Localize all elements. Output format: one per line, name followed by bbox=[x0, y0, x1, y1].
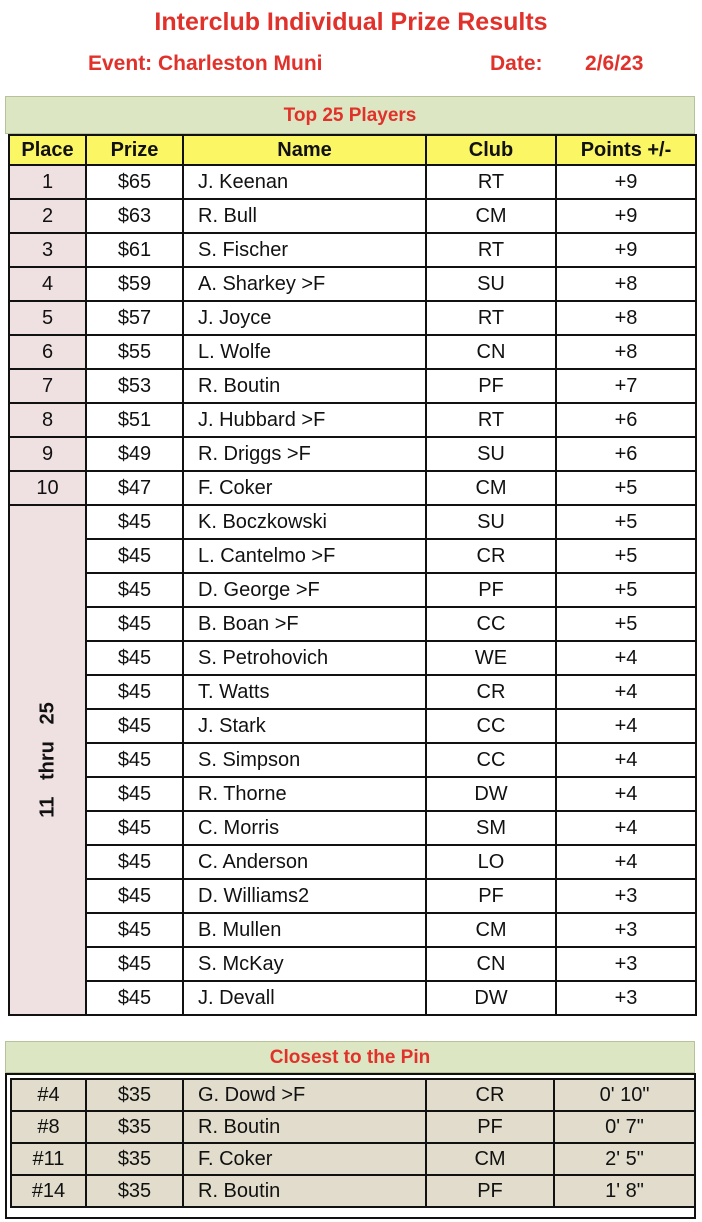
points-cell: +8 bbox=[556, 301, 696, 335]
club-cell: CR bbox=[426, 675, 556, 709]
club-cell: CM bbox=[426, 471, 556, 505]
place-range-label: 11 thru 25 bbox=[36, 702, 58, 818]
date-value: 2/6/23 bbox=[585, 52, 644, 75]
place-cell: 9 bbox=[9, 437, 86, 471]
club-cell: RT bbox=[426, 403, 556, 437]
club-cell: SU bbox=[426, 437, 556, 471]
table-row bbox=[11, 1143, 695, 1175]
name-cell: D. George >F bbox=[183, 573, 426, 607]
club-cell: CM bbox=[426, 199, 556, 233]
points-cell: +4 bbox=[556, 709, 696, 743]
table-row bbox=[9, 743, 696, 777]
points-cell: +4 bbox=[556, 675, 696, 709]
name-cell: J. Joyce bbox=[183, 301, 426, 335]
prize-cell: $35 bbox=[86, 1175, 183, 1207]
name-cell: S. Simpson bbox=[183, 743, 426, 777]
table-row bbox=[9, 607, 696, 641]
prize-cell: $45 bbox=[86, 641, 183, 675]
prize-cell: $45 bbox=[86, 743, 183, 777]
prize-cell: $45 bbox=[86, 777, 183, 811]
name-cell: R. Boutin bbox=[183, 1175, 426, 1207]
points-cell: +9 bbox=[556, 199, 696, 233]
column-header-club: Club bbox=[426, 135, 556, 165]
table-row bbox=[9, 403, 696, 437]
points-cell: +5 bbox=[556, 505, 696, 539]
prize-cell: $35 bbox=[86, 1143, 183, 1175]
points-cell: +4 bbox=[556, 641, 696, 675]
pin-band bbox=[5, 1041, 695, 1073]
club-cell: SM bbox=[426, 811, 556, 845]
prize-cell: $45 bbox=[86, 811, 183, 845]
name-cell: T. Watts bbox=[183, 675, 426, 709]
prize-cell: $45 bbox=[86, 607, 183, 641]
prize-cell: $61 bbox=[86, 233, 183, 267]
table-row bbox=[9, 505, 696, 539]
name-cell: J. Stark bbox=[183, 709, 426, 743]
club-cell: PF bbox=[426, 369, 556, 403]
prize-cell: $35 bbox=[86, 1111, 183, 1143]
prize-cell: $45 bbox=[86, 573, 183, 607]
club-cell: PF bbox=[426, 879, 556, 913]
name-cell: D. Williams2 bbox=[183, 879, 426, 913]
table-row bbox=[9, 981, 696, 1015]
prize-cell: $45 bbox=[86, 505, 183, 539]
points-cell: +6 bbox=[556, 403, 696, 437]
club-cell: CC bbox=[426, 743, 556, 777]
points-cell: +3 bbox=[556, 981, 696, 1015]
prize-cell: $57 bbox=[86, 301, 183, 335]
points-cell: +4 bbox=[556, 777, 696, 811]
prize-cell: $51 bbox=[86, 403, 183, 437]
place-cell: 3 bbox=[9, 233, 86, 267]
table-row bbox=[9, 301, 696, 335]
name-cell: S. Fischer bbox=[183, 233, 426, 267]
points-cell: +9 bbox=[556, 233, 696, 267]
top25-section-title: Top 25 Players bbox=[283, 105, 417, 126]
table-row bbox=[9, 947, 696, 981]
club-cell: CC bbox=[426, 607, 556, 641]
club-cell: SU bbox=[426, 267, 556, 301]
prize-cell: $45 bbox=[86, 913, 183, 947]
points-cell: +3 bbox=[556, 913, 696, 947]
table-row bbox=[9, 811, 696, 845]
points-cell: +4 bbox=[556, 845, 696, 879]
table-row bbox=[9, 471, 696, 505]
place-cell: 5 bbox=[9, 301, 86, 335]
date-label: Date: bbox=[490, 52, 543, 75]
prize-cell: $65 bbox=[86, 165, 183, 199]
prize-cell: $45 bbox=[86, 981, 183, 1015]
column-header-points: Points +/- bbox=[556, 135, 696, 165]
name-cell: R. Bull bbox=[183, 199, 426, 233]
table-row bbox=[9, 267, 696, 301]
points-cell: +9 bbox=[556, 165, 696, 199]
name-cell: R. Boutin bbox=[183, 1111, 426, 1143]
top25-header-row bbox=[9, 135, 696, 165]
points-cell: +6 bbox=[556, 437, 696, 471]
club-cell: PF bbox=[426, 1111, 554, 1143]
points-cell: +5 bbox=[556, 607, 696, 641]
place-cell: 4 bbox=[9, 267, 86, 301]
name-cell: J. Hubbard >F bbox=[183, 403, 426, 437]
hole-cell: #8 bbox=[11, 1111, 86, 1143]
place-cell: 1 bbox=[9, 165, 86, 199]
table-row bbox=[9, 369, 696, 403]
prize-cell: $45 bbox=[86, 879, 183, 913]
hole-cell: #11 bbox=[11, 1143, 86, 1175]
distance-cell: 0' 10" bbox=[554, 1079, 695, 1111]
points-cell: +8 bbox=[556, 335, 696, 369]
place-cell: 2 bbox=[9, 199, 86, 233]
name-cell: B. Boan >F bbox=[183, 607, 426, 641]
name-cell: K. Boczkowski bbox=[183, 505, 426, 539]
prize-cell: $45 bbox=[86, 675, 183, 709]
place-cell: 8 bbox=[9, 403, 86, 437]
event-name: Event: Charleston Muni bbox=[88, 52, 323, 75]
club-cell: RT bbox=[426, 233, 556, 267]
table-row bbox=[9, 437, 696, 471]
table-row bbox=[9, 199, 696, 233]
prize-cell: $45 bbox=[86, 947, 183, 981]
name-cell: J. Devall bbox=[183, 981, 426, 1015]
table-row bbox=[9, 845, 696, 879]
points-cell: +3 bbox=[556, 947, 696, 981]
points-cell: +8 bbox=[556, 267, 696, 301]
table-row bbox=[9, 539, 696, 573]
points-cell: +5 bbox=[556, 539, 696, 573]
name-cell: F. Coker bbox=[183, 1143, 426, 1175]
table-row bbox=[9, 879, 696, 913]
table-row bbox=[9, 233, 696, 267]
club-cell: SU bbox=[426, 505, 556, 539]
prize-cell: $55 bbox=[86, 335, 183, 369]
table-row bbox=[11, 1111, 695, 1143]
name-cell: L. Cantelmo >F bbox=[183, 539, 426, 573]
club-cell: LO bbox=[426, 845, 556, 879]
club-cell: RT bbox=[426, 165, 556, 199]
name-cell: L. Wolfe bbox=[183, 335, 426, 369]
name-cell: R. Driggs >F bbox=[183, 437, 426, 471]
club-cell: CR bbox=[426, 1079, 554, 1111]
prize-cell: $45 bbox=[86, 845, 183, 879]
place-cell: 6 bbox=[9, 335, 86, 369]
pin-section-title: Closest to the Pin bbox=[269, 1047, 431, 1068]
club-cell: RT bbox=[426, 301, 556, 335]
distance-cell: 1' 8" bbox=[554, 1175, 695, 1207]
hole-cell: #4 bbox=[11, 1079, 86, 1111]
name-cell: F. Coker bbox=[183, 471, 426, 505]
club-cell: CM bbox=[426, 913, 556, 947]
prize-cell: $45 bbox=[86, 709, 183, 743]
club-cell: PF bbox=[426, 1175, 554, 1207]
table-row bbox=[11, 1079, 695, 1111]
prize-cell: $53 bbox=[86, 369, 183, 403]
club-cell: DW bbox=[426, 981, 556, 1015]
table-row bbox=[9, 641, 696, 675]
top25-band bbox=[5, 96, 695, 134]
distance-cell: 2' 5" bbox=[554, 1143, 695, 1175]
table-row bbox=[9, 777, 696, 811]
place-range-cell bbox=[9, 505, 86, 1015]
club-cell: CM bbox=[426, 1143, 554, 1175]
page-title: Interclub Individual Prize Results bbox=[154, 8, 548, 36]
prize-cell: $45 bbox=[86, 539, 183, 573]
points-cell: +3 bbox=[556, 879, 696, 913]
prize-cell: $47 bbox=[86, 471, 183, 505]
table-row bbox=[9, 335, 696, 369]
table-row bbox=[9, 709, 696, 743]
name-cell: C. Morris bbox=[183, 811, 426, 845]
name-cell: B. Mullen bbox=[183, 913, 426, 947]
table-row bbox=[9, 913, 696, 947]
prize-cell: $35 bbox=[86, 1079, 183, 1111]
name-cell: R. Boutin bbox=[183, 369, 426, 403]
club-cell: PF bbox=[426, 573, 556, 607]
prize-cell: $49 bbox=[86, 437, 183, 471]
club-cell: WE bbox=[426, 641, 556, 675]
club-cell: CN bbox=[426, 947, 556, 981]
points-cell: +4 bbox=[556, 811, 696, 845]
points-cell: +5 bbox=[556, 471, 696, 505]
name-cell: C. Anderson bbox=[183, 845, 426, 879]
club-cell: CR bbox=[426, 539, 556, 573]
top25-table bbox=[8, 134, 697, 1016]
table-row bbox=[9, 165, 696, 199]
club-cell: DW bbox=[426, 777, 556, 811]
pin-table bbox=[10, 1078, 696, 1208]
prize-cell: $63 bbox=[86, 199, 183, 233]
points-cell: +5 bbox=[556, 573, 696, 607]
name-cell: R. Thorne bbox=[183, 777, 426, 811]
prize-cell: $59 bbox=[86, 267, 183, 301]
table-row bbox=[11, 1175, 695, 1207]
column-header-place: Place bbox=[9, 135, 86, 165]
column-header-prize: Prize bbox=[86, 135, 183, 165]
name-cell: A. Sharkey >F bbox=[183, 267, 426, 301]
name-cell: J. Keenan bbox=[183, 165, 426, 199]
points-cell: +4 bbox=[556, 743, 696, 777]
name-cell: S. Petrohovich bbox=[183, 641, 426, 675]
club-cell: CC bbox=[426, 709, 556, 743]
points-cell: +7 bbox=[556, 369, 696, 403]
club-cell: CN bbox=[426, 335, 556, 369]
distance-cell: 0' 7" bbox=[554, 1111, 695, 1143]
name-cell: G. Dowd >F bbox=[183, 1079, 426, 1111]
table-row bbox=[9, 573, 696, 607]
column-header-name: Name bbox=[183, 135, 426, 165]
name-cell: S. McKay bbox=[183, 947, 426, 981]
hole-cell: #14 bbox=[11, 1175, 86, 1207]
place-cell: 7 bbox=[9, 369, 86, 403]
place-cell: 10 bbox=[9, 471, 86, 505]
table-row bbox=[9, 675, 696, 709]
